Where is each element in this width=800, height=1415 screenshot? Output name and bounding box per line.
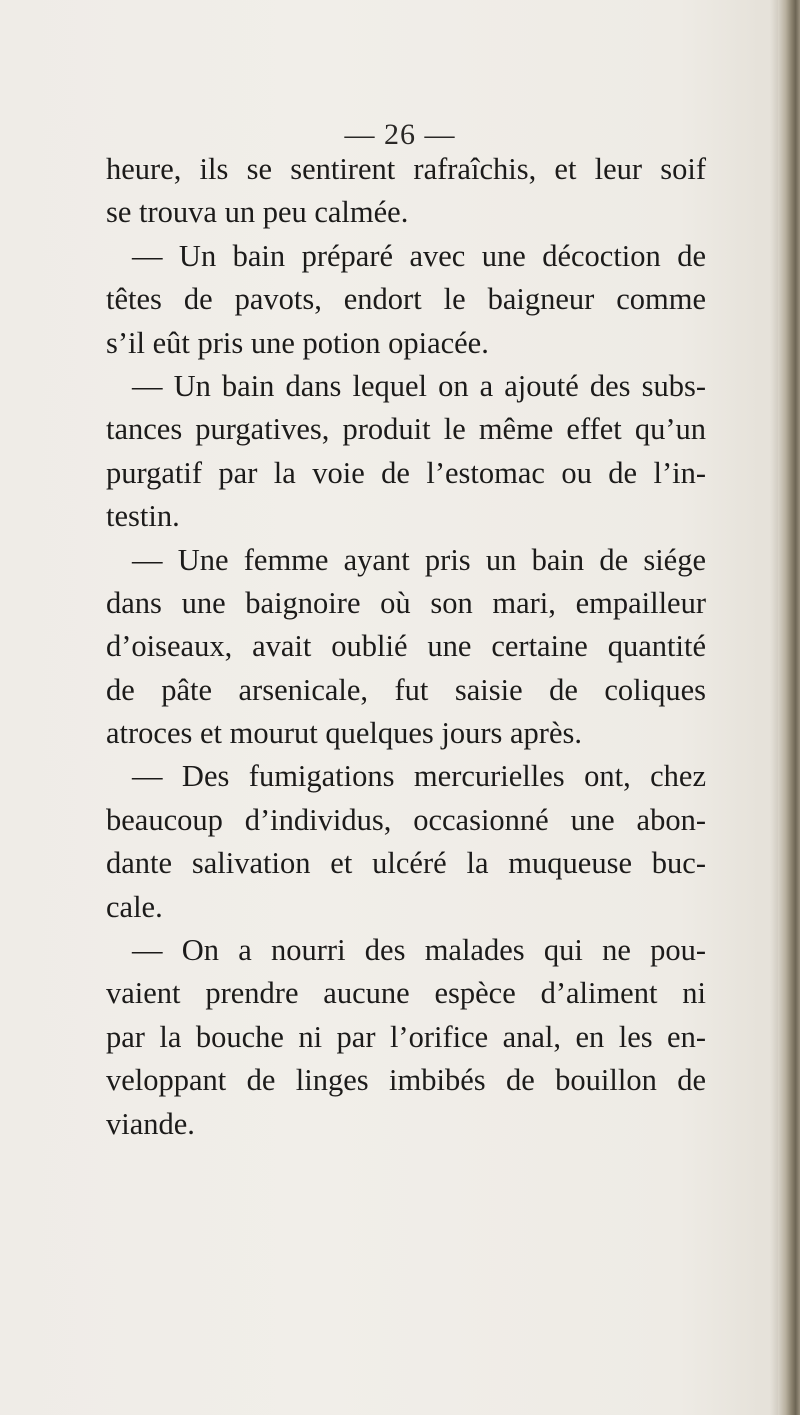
text-line: d’oiseaux, avait oublié une certaine quantité bbox=[106, 629, 706, 664]
text-line: dante salivation et ulcéré la muqueuse buc- bbox=[106, 846, 706, 881]
text-line: — On a nourri des malades qui ne pou- bbox=[132, 933, 706, 968]
text-line: purgatif par la voie de l’estomac ou de l’in- bbox=[106, 455, 706, 490]
text-line: vaient prendre aucune espèce d’aliment ni bbox=[106, 976, 706, 1011]
text-line: de pâte arsenicale, fut saisie de coliques bbox=[106, 672, 706, 707]
text-line: atroces et mourut quelques jours après. bbox=[106, 716, 582, 751]
text-line: se trouva un peu calmée. bbox=[106, 195, 409, 230]
text-line: testin. bbox=[106, 499, 180, 534]
text-line: têtes de pavots, endort le baigneur comme bbox=[106, 282, 706, 317]
text-line: — Une femme ayant pris un bain de siége bbox=[132, 542, 706, 577]
text-line: — Un bain dans lequel on a ajouté des subs- bbox=[132, 368, 706, 403]
text-line: tances purgatives, produit le même effet qu’un bbox=[106, 412, 706, 447]
page-binding-edge bbox=[778, 0, 800, 1415]
page-number: — 26 — bbox=[344, 118, 456, 151]
text-line: s’il eût pris une potion opiacée. bbox=[106, 325, 489, 360]
text-line: heure, ils se sentirent rafraîchis, et leur soif bbox=[106, 152, 706, 186]
body-text bbox=[106, 148, 706, 1146]
text-line: cale. bbox=[106, 889, 163, 924]
text-line: par la bouche ni par l’orifice anal, en les en- bbox=[106, 1019, 706, 1054]
text-line: — Des fumigations mercurielles ont, chez bbox=[132, 759, 706, 794]
text-line: — Un bain préparé avec une décoction de bbox=[132, 238, 706, 273]
text-line: veloppant de linges imbibés de bouillon de bbox=[106, 1063, 706, 1098]
text-line: viande. bbox=[106, 1106, 195, 1141]
page-edge-shadow bbox=[770, 0, 778, 1415]
text-line: dans une baignoire où son mari, empailleur bbox=[106, 585, 706, 620]
text-line: beaucoup d’individus, occasionné une abon- bbox=[106, 802, 706, 837]
